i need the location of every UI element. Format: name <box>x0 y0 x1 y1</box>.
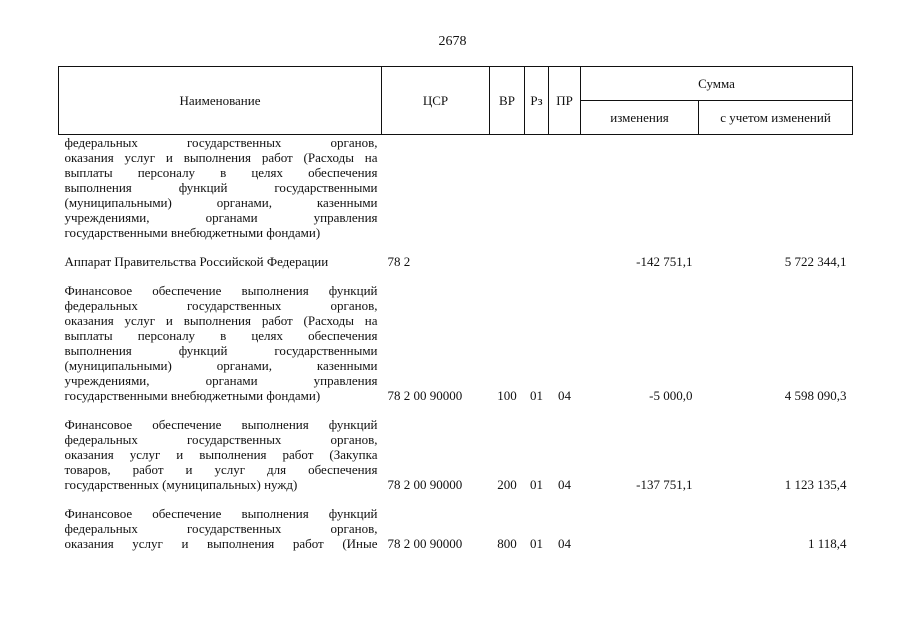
header-csr: ЦСР <box>382 67 490 135</box>
table-row <box>59 254 853 269</box>
page-number: 2678 <box>438 34 467 49</box>
row-vr <box>490 254 525 269</box>
row-name-line: оказания услуг и выполнения работ (Расходы на <box>64 150 378 165</box>
row-name-line: государственными внебюджетными фондами) <box>64 225 321 240</box>
row-csr: 78 2 <box>387 254 411 269</box>
row-with-change: 1 123 135,4 <box>784 477 847 492</box>
row-name-line: оказания услуг и выполнения работ (Иные <box>64 536 378 551</box>
row-spacer <box>59 269 853 283</box>
row-rz: 01 <box>530 477 543 492</box>
row-name-line: (муниципальными) органами, казенными <box>64 358 378 373</box>
row-change: -5 000,0 <box>649 388 693 403</box>
row-csr: 78 2 00 90000 <box>387 388 463 403</box>
row-name-line: выплаты персоналу в целях обеспечения <box>64 165 378 180</box>
row-rz <box>525 135 549 241</box>
row-spacer <box>59 492 853 506</box>
table-body <box>59 135 853 552</box>
budget-table <box>58 66 853 551</box>
header-vr: ВР <box>490 67 525 135</box>
row-pr: 04 <box>558 477 571 492</box>
header-name: Наименование <box>59 67 382 135</box>
header-sum: Сумма <box>581 67 853 101</box>
row-rz <box>525 254 549 269</box>
row-change: -137 751,1 <box>636 477 693 492</box>
row-name-line: учреждениями, органами управления <box>64 210 378 225</box>
row-name-line: выполнения функций государственными <box>64 343 378 358</box>
row-name <box>59 254 382 269</box>
row-spacer <box>59 240 853 254</box>
row-change <box>581 135 699 241</box>
header-rz: Рз <box>525 67 549 135</box>
row-name-line: товаров, работ и услуг для обеспечения <box>64 462 378 477</box>
row-name-line: Финансовое обеспечение выполнения функций <box>64 506 378 521</box>
row-vr: 200 <box>497 477 517 492</box>
table-row <box>59 506 853 551</box>
row-vr: 800 <box>497 536 517 551</box>
row-with-change: 1 118,4 <box>807 536 847 551</box>
row-with-change: 4 598 090,3 <box>784 388 847 403</box>
row-pr: 04 <box>558 536 571 551</box>
row-name <box>59 283 382 403</box>
row-name <box>59 135 382 241</box>
row-spacer <box>59 403 853 417</box>
row-name <box>59 506 382 551</box>
row-name-line: федеральных государственных органов, <box>64 521 378 536</box>
row-name-line: федеральных государственных органов, <box>64 135 378 150</box>
row-with-change <box>699 135 853 241</box>
header-with-change: с учетом изменений <box>699 101 853 135</box>
table-row <box>59 283 853 403</box>
row-name <box>59 417 382 492</box>
row-name-line: выплаты персоналу в целях обеспечения <box>64 328 378 343</box>
row-pr: 04 <box>558 388 571 403</box>
row-rz: 01 <box>530 388 543 403</box>
row-name-line: Аппарат Правительства Российской Федерации <box>64 254 329 269</box>
row-vr: 100 <box>497 388 517 403</box>
row-name-line: учреждениями, органами управления <box>64 373 378 388</box>
table-row <box>59 417 853 492</box>
row-vr <box>490 135 525 241</box>
row-name-line: федеральных государственных органов, <box>64 298 378 313</box>
row-csr: 78 2 00 90000 <box>387 477 463 492</box>
header-pr: ПР <box>549 67 581 135</box>
table-header <box>59 67 853 135</box>
row-name-line: выполнения функций государственными <box>64 180 378 195</box>
row-name-line: оказания услуг и выполнения работ (Закупка <box>64 447 378 462</box>
row-name-line: федеральных государственных органов, <box>64 432 378 447</box>
row-pr <box>549 254 581 269</box>
header-change: изменения <box>581 101 699 135</box>
row-name-line: Финансовое обеспечение выполнения функций <box>64 417 378 432</box>
row-csr <box>382 135 490 241</box>
row-rz: 01 <box>530 536 543 551</box>
row-change: -142 751,1 <box>636 254 693 269</box>
row-name-line: (муниципальными) органами, казенными <box>64 195 378 210</box>
row-name-line: государственными внебюджетными фондами) <box>64 388 321 403</box>
row-csr: 78 2 00 90000 <box>387 536 463 551</box>
row-name-line: оказания услуг и выполнения работ (Расходы на <box>64 313 378 328</box>
row-with-change: 5 722 344,1 <box>784 254 847 269</box>
row-change <box>581 506 699 551</box>
row-name-line: Финансовое обеспечение выполнения функций <box>64 283 378 298</box>
table-row <box>59 135 853 241</box>
row-name-line: государственных (муниципальных) нужд) <box>64 477 298 492</box>
row-pr <box>549 135 581 241</box>
